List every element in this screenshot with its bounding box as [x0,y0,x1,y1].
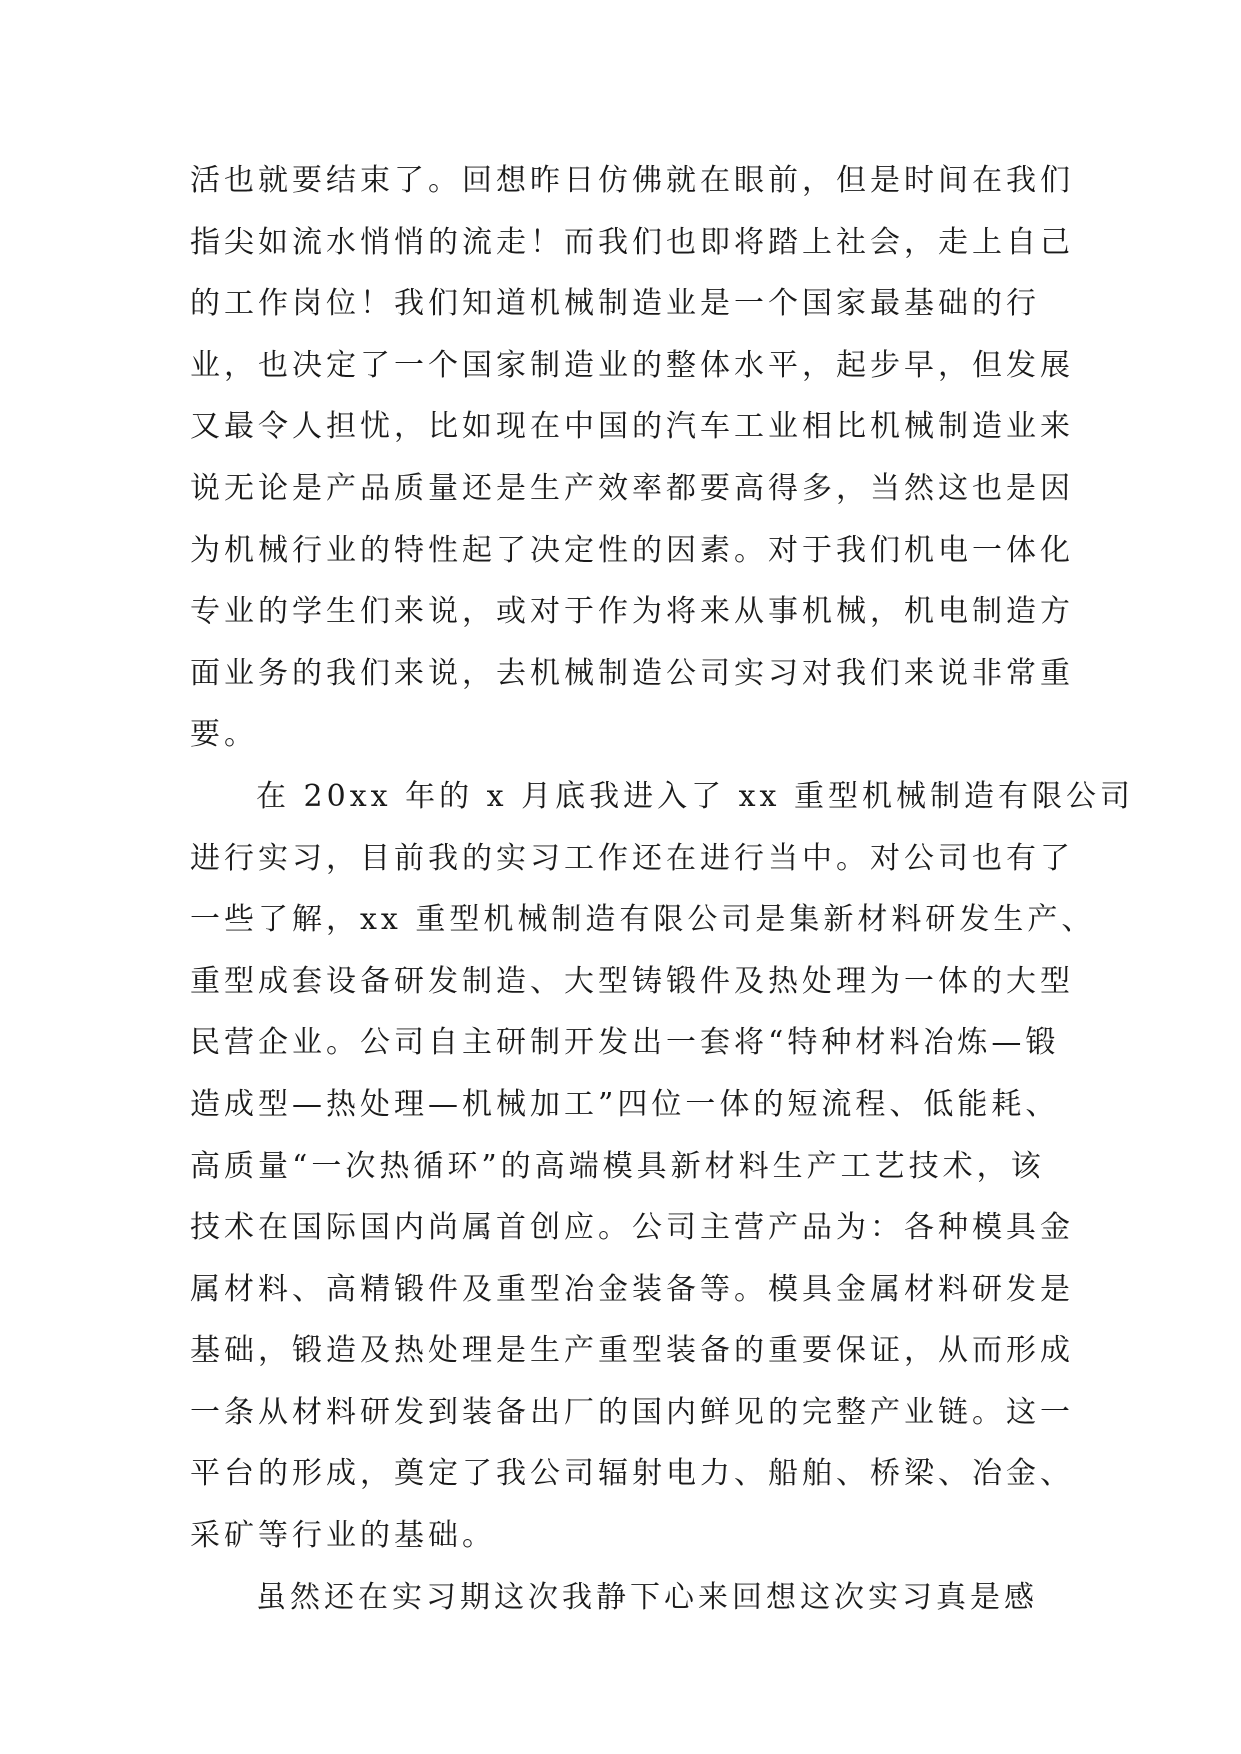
text-line: 业，也决定了一个国家制造业的整体水平，起步早，但发展 [190,347,1074,383]
paragraph-start-line: 在 20xx 年的 x 月底我进入了 xx 重型机械制造有限公司 [256,778,1134,814]
text-line: 要。 [190,717,258,753]
text-line: 的工作岗位！我们知道机械制造业是一个国家最基础的行 [190,286,1040,322]
text-line: 造成型—热处理—机械加工”四位一体的短流程、低能耗、 [190,1086,1060,1122]
text-line: 面业务的我们来说，去机械制造公司实习对我们来说非常重 [190,655,1074,691]
paragraph-start-line: 虽然还在实习期这次我静下心来回想这次实习真是感 [256,1579,1038,1615]
text-line: 重型成套设备研发制造、大型铸锻件及热处理为一体的大型 [190,963,1074,999]
text-line: 高质量“一次热循环”的高端模具新材料生产工艺技术，该 [190,1148,1045,1184]
text-line: 技术在国际国内尚属首创应。公司主营产品为：各种模具金 [190,1210,1074,1246]
text-line: 民营企业。公司自主研制开发出一套将“特种材料冶炼—锻 [190,1025,1060,1061]
text-line: 平台的形成，奠定了我公司辐射电力、船舶、桥梁、冶金、 [190,1456,1074,1492]
text-line: 又最令人担忧，比如现在中国的汽车工业相比机械制造业来 [190,409,1074,445]
text-line: 为机械行业的特性起了决定性的因素。对于我们机电一体化 [190,532,1074,568]
text-line: 属材料、高精锻件及重型冶金装备等。模具金属材料研发是 [190,1271,1074,1307]
text-line: 说无论是产品质量还是生产效率都要高得多，当然这也是因 [190,470,1074,506]
text-line: 一些了解，xx 重型机械制造有限公司是集新材料研发生产、 [190,902,1096,938]
text-line: 活也就要结束了。回想昨日仿佛就在眼前，但是时间在我们 [190,163,1074,198]
text-line: 采矿等行业的基础。 [190,1518,496,1554]
body-text [190,150,1134,1628]
text-line: 指尖如流水悄悄的流走！而我们也即将踏上社会，走上自己 [190,224,1074,260]
text-line: 专业的学生们来说，或对于作为将来从事机械，机电制造方 [190,594,1074,630]
text-line: 进行实习，目前我的实习工作还在进行当中。对公司也有了 [190,840,1074,876]
text-line: 一条从材料研发到装备出厂的国内鲜见的完整产业链。这一 [190,1394,1074,1430]
text-line: 基础，锻造及热处理是生产重型装备的重要保证，从而形成 [190,1333,1074,1369]
